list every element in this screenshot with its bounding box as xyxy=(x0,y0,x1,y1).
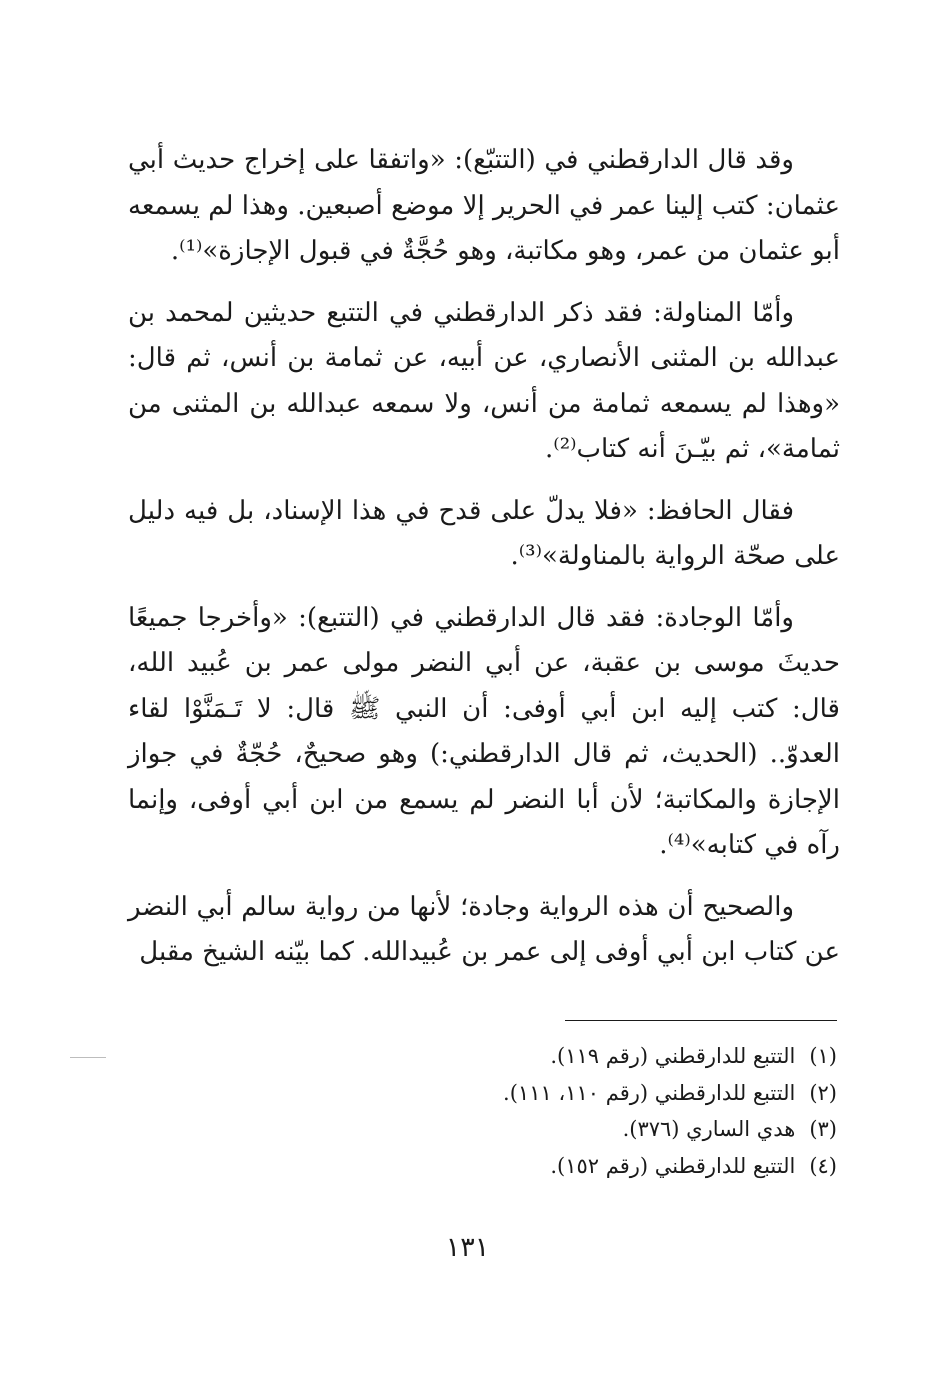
footnote-text: التتبع للدارقطني (رقم ١١٩). xyxy=(550,1044,796,1068)
paragraph-tatabbu-mukataba: وقد قال الدارقطني في (التتبّع): «واتفقا على إخراج حديث أبي عثمان: كتب إلينا عمر في الحرير إلا موضع أصبعين. وهذا لم يسمعه أبو عثمان من عمر، وهو مكاتبة، وهو حُجَّةٌ في قبول الإجازة»⁽¹⁾. xyxy=(128,145,840,266)
footnote-number: (٢) xyxy=(809,1080,837,1105)
footnote-text: التتبع للدارقطني (رقم ١٥٢). xyxy=(550,1153,796,1178)
footnote-text: هدي الساري (٣٧٦). xyxy=(622,1117,796,1141)
footnote-number: (٤) xyxy=(809,1153,837,1178)
footnote-number: (١) xyxy=(809,1044,837,1068)
footnote-item xyxy=(503,1075,837,1112)
footnote-item xyxy=(503,1038,837,1075)
footnote-item xyxy=(503,1148,837,1185)
paragraph-hafiz-comment: فقال الحافظ: «فلا يدلّ على قدح في هذا الإسناد، بل فيه دليل على صحّة الرواية بالمناولة»⁽³⁾. xyxy=(128,495,840,571)
scan-margin-mark xyxy=(70,1057,106,1058)
footnote-text: التتبع للدارقطني (رقم ١١٠، ١١١). xyxy=(503,1080,796,1105)
paragraph-wijada: وأمّا الوجادة: فقد قال الدارقطني في (التتبع): «وأخرجا جميعًا حديثَ موسى بن عقبة، عن أبي النضر مولى عمر بن عُبيد الله، قال: كتب إليه ابن أبي أوفى: أن النبي ﷺ قال: لا تَـمَنَّوْا لقاء العدوّ.. (الحديث، ثم قال الدارقطني:) وهو صحيحٌ، حُجّةٌ في جواز الإجازة والمكاتبة؛ لأن أبا النضر لم يسمع من ابن أبي أوفى، وإنما رآه في كتابه»⁽⁴⁾. xyxy=(128,602,840,860)
footnotes xyxy=(503,1038,837,1184)
page-number: ١٣١ xyxy=(445,1232,490,1263)
paragraph-munawala: وأمّا المناولة: فقد ذكر الدارقطني في التتبع حديثين لمحمد بن عبدالله بن المثنى الأنصاري، عن أبيه، عن ثمامة بن أنس، ثم قال: «وهذا لم يسمعه ثمامة من أنس، ولا سمعه عبدالله بن المثنى من ثمامة»، ثم بيّـنَ أنه كتاب⁽²⁾. xyxy=(128,297,840,464)
footnote-number: (٣) xyxy=(809,1117,837,1141)
footnote-separator-rule xyxy=(565,1020,837,1021)
footnote-item xyxy=(503,1111,837,1148)
paragraph-sahih-wijada: والصحيح أن هذه الرواية وجادة؛ لأنها من رواية سالم أبي النضر عن كتاب ابن أبي أوفى إلى عمر بن عُبيدالله. كما بيّنه الشيخ مقبل xyxy=(128,891,840,967)
main-text xyxy=(128,138,840,992)
